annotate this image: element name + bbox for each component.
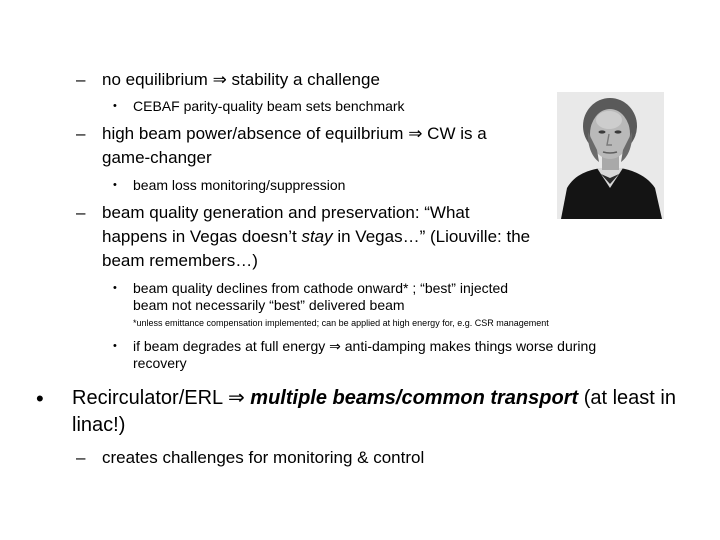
- dash-marker: –: [76, 448, 86, 467]
- bullet-marker: •: [36, 386, 44, 411]
- forehead: [596, 111, 622, 129]
- bullet-text: high beam power/absence of equilbrium ⇒ CW is a game-changer: [102, 124, 487, 167]
- dash-marker: –: [76, 70, 86, 89]
- bullet-no-equilibrium: [76, 68, 516, 92]
- sub-bullet-cebaf: [113, 98, 533, 115]
- sub-bullet-text: beam loss monitoring/suppression: [133, 177, 346, 193]
- sub-bullet-full-energy: [113, 338, 653, 372]
- bullet-monitoring-control: [76, 446, 576, 470]
- bullet-text: Recirculator/ERL ⇒ multiple beams/common transport (at least in linac!): [72, 387, 676, 436]
- bullet-text: beam quality generation and preservation: “What happens in Vegas doesn’t stay in Vegas…” (Liouville: the beam remembers…): [102, 203, 531, 270]
- bullet-marker: •: [113, 179, 117, 191]
- portrait-drawing: [557, 92, 664, 219]
- dash-marker: –: [76, 124, 86, 143]
- sub-bullet-text: CEBAF parity-quality beam sets benchmark: [133, 98, 405, 114]
- left-eye: [599, 130, 606, 133]
- bullet-text: creates challenges for monitoring & control: [102, 448, 425, 467]
- bullet-marker: •: [113, 282, 117, 294]
- dash-marker: –: [76, 203, 86, 222]
- bullet-marker: •: [113, 340, 117, 352]
- footnote: *unless emittance compensation implemented; can be applied at high energy for, e.g. CSR management: [133, 318, 549, 328]
- bullet-text: no equilibrium ⇒ stability a challenge: [102, 70, 380, 89]
- bullet-beam-quality: [76, 201, 546, 273]
- bullet-marker: •: [113, 100, 117, 112]
- sub-bullet-text: beam quality declines from cathode onward* ; “best” injected beam not necessarily “best” delivered beam: [133, 280, 509, 313]
- emphasis-multiple-beams: multiple beams/common transport: [244, 387, 579, 409]
- sub-bullet-text: if beam degrades at full energy ⇒ anti-damping makes things worse during recovery: [133, 338, 597, 371]
- bullet-high-beam-power: [76, 122, 546, 170]
- right-eye: [615, 130, 622, 133]
- sub-bullet-beam-quality-declines: [113, 280, 543, 314]
- sub-bullet-beam-loss: [113, 177, 533, 194]
- implies-arrow: ⇒: [408, 124, 423, 143]
- portrait-photo: [557, 92, 664, 219]
- implies-arrow: ⇒: [227, 387, 245, 409]
- emphasis-stay: stay: [301, 227, 333, 246]
- implies-arrow: ⇒: [212, 70, 227, 89]
- implies-arrow: ⇒: [329, 338, 341, 354]
- bullet-recirculator-erl: [36, 385, 676, 439]
